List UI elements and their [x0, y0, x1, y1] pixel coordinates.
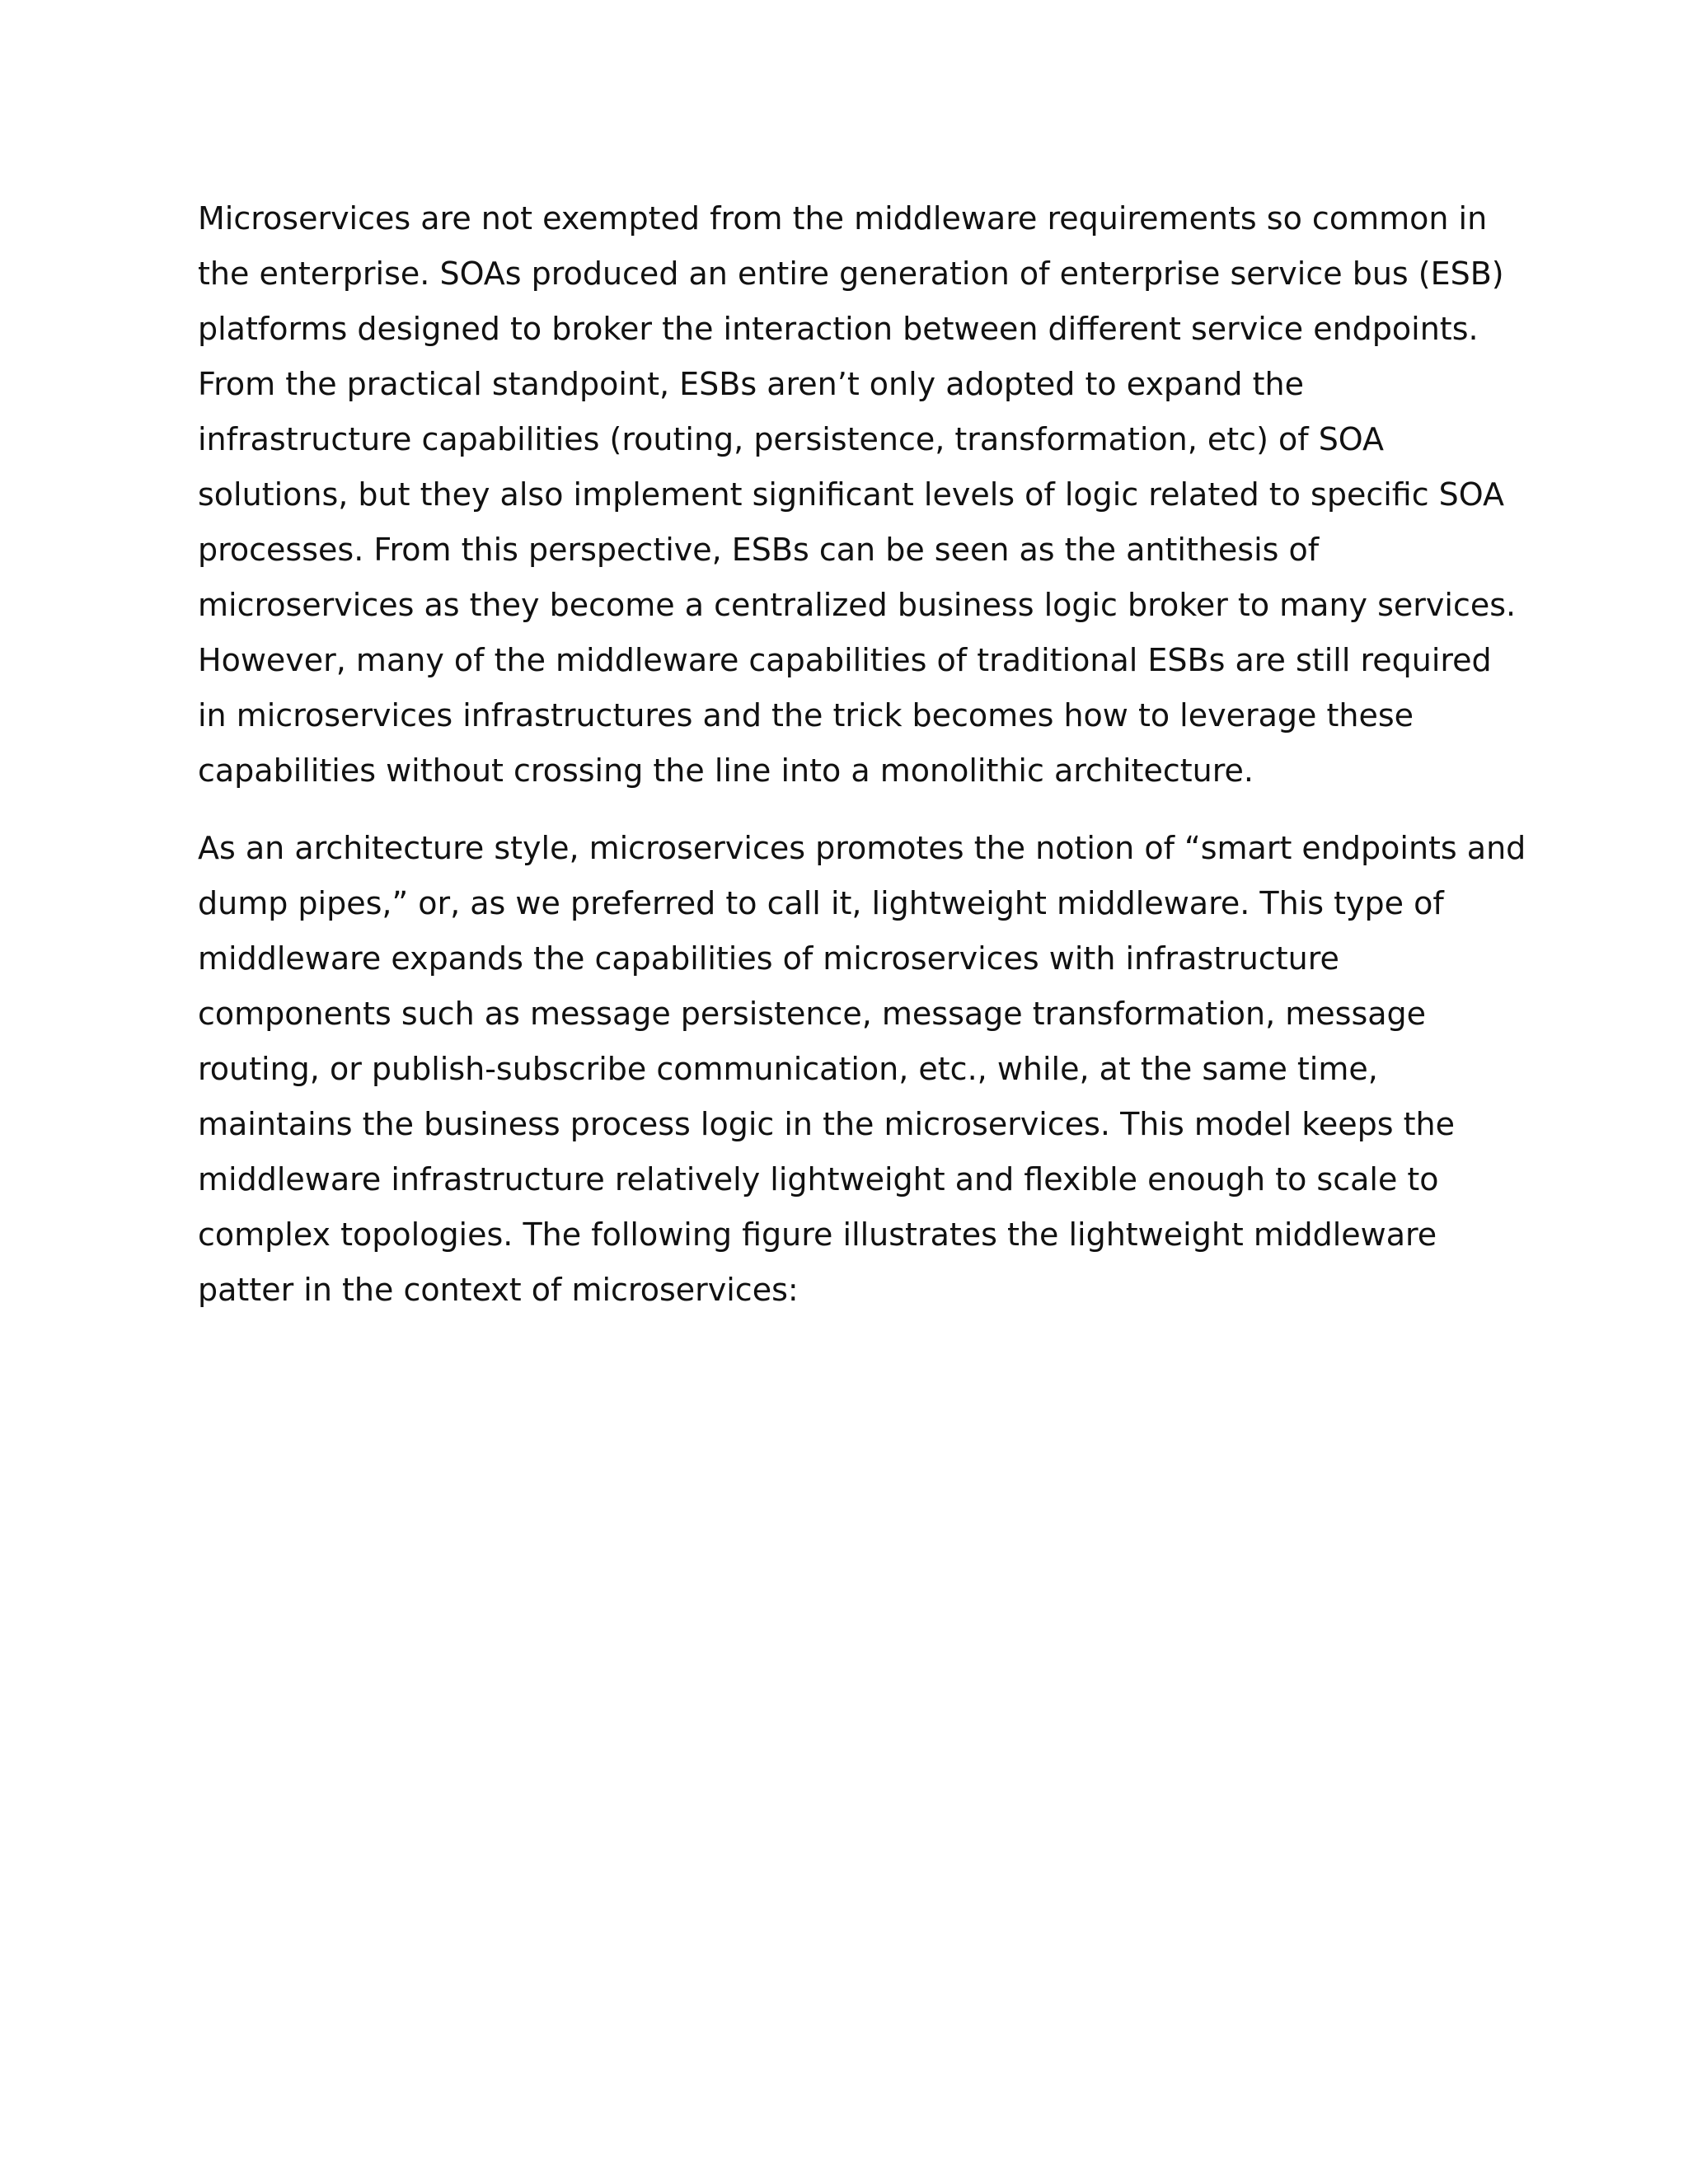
text-line: capabilities without crossing the line into a monolithic architecture.: [198, 752, 1254, 789]
text-line: in microservices infrastructures and the trick becomes how to leverage these: [198, 697, 1414, 733]
text-line: microservices as they become a centralized business logic broker to many services.: [198, 587, 1517, 623]
text-line: dump pipes,” or, as we preferred to call it, lightweight middleware. This type of: [198, 885, 1444, 921]
text-line: middleware infrastructure relatively lightweight and flexible enough to scale to: [198, 1161, 1439, 1197]
text-line: maintains the business process logic in the microservices. This model keeps the: [198, 1106, 1455, 1142]
text-line: solutions, but they also implement significant levels of logic related to specific SOA: [198, 476, 1505, 513]
text-line: routing, or publish-subscribe communication, etc., while, at the same time,: [198, 1051, 1378, 1087]
text-line: complex topologies. The following figure illustrates the lightweight middleware: [198, 1216, 1437, 1253]
text-line: infrastructure capabilities (routing, persistence, transformation, etc) of SOA: [198, 421, 1385, 457]
text-line: middleware expands the capabilities of microservices with infrastructure: [198, 940, 1339, 977]
text-line: platforms designed to broker the interaction between different service endpoints.: [198, 311, 1479, 347]
text-line: Microservices are not exempted from the middleware requirements so common in: [198, 200, 1488, 237]
paragraph-1: [198, 191, 1517, 799]
text-line: However, many of the middleware capabilities of traditional ESBs are still required: [198, 642, 1492, 678]
document-body: [198, 191, 1526, 1318]
text-line: the enterprise. SOAs produced an entire generation of enterprise service bus (ESB): [198, 255, 1504, 292]
text-line: From the practical standpoint, ESBs aren’t only adopted to expand the: [198, 366, 1304, 402]
text-line: As an architecture style, microservices promotes the notion of “smart endpoints and: [198, 830, 1526, 866]
text-line: processes. From this perspective, ESBs can be seen as the antithesis of: [198, 532, 1320, 568]
text-line: patter in the context of microservices:: [198, 1272, 799, 1308]
text-line: components such as message persistence, message transformation, message: [198, 996, 1427, 1032]
paragraph-2: [198, 821, 1526, 1318]
